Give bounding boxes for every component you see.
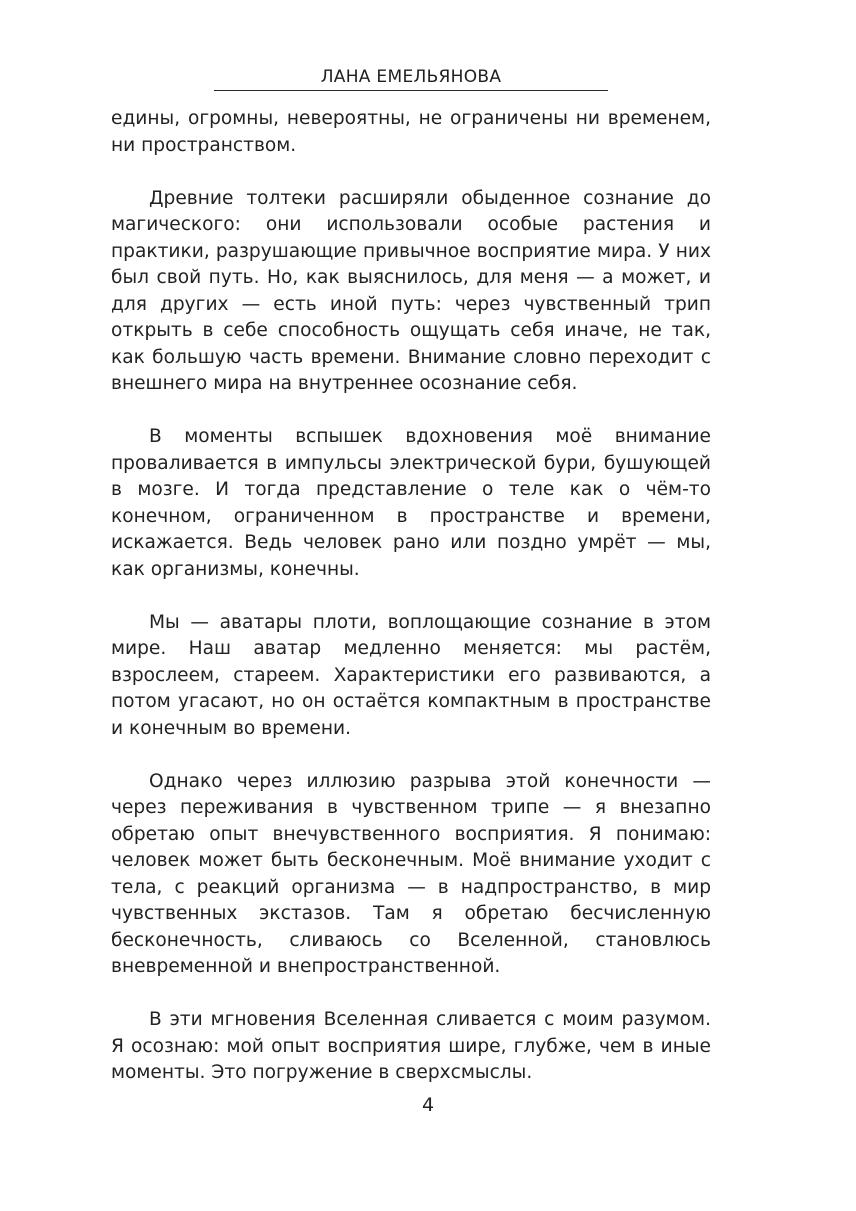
running-header-author: ЛАНА ЕМЕЛЬЯНОВА (320, 67, 502, 87)
body-text (111, 106, 711, 1113)
paragraph: Древние толтеки расширяли обыденное сознание до магического: они использовали особые растения и практики, разрушающие привычное восприятие мира. У них был свой путь. Но, как выяснилось, для меня — а может, и для других — есть иной путь: через чувственный трип открыть в себе способность ощущать себя иначе, не так, как большую часть времени. Внимание словно переходит с внешнего мира на внутреннее осознание себя. (111, 187, 711, 394)
header-rule (214, 90, 608, 91)
paragraph: В моменты вспышек вдохновения моё внимание проваливается в импульсы электрической бури, бушующей в мозге. И тогда представление о теле как о чём-то конечном, ограниченном в пространстве и времени, искажается. Ведь человек рано или поздно умрёт — мы, как организмы, конечны. (111, 426, 711, 580)
paragraph: В эти мгновения Вселенная сливается с моим разумом. Я осознаю: мой опыт восприятия шире, глубже, чем в иные моменты. Это погружение в сверхсмыслы. (111, 1009, 711, 1083)
page-number: 4 (421, 1094, 435, 1116)
paragraph: Мы — аватары плоти, воплощающие сознание в этом мире. Наш аватар медленно меняется: мы растём, взрослеем, стареем. Характеристики его развиваются, а потом угасают, но он остаётся компактным в пространстве и конечным во времени. (111, 611, 711, 739)
paragraph: Однако через иллюзию разрыва этой конечности — через переживания в чувственном трипе — я внезапно обретаю опыт внечувственного восприятия. Я понимаю: человек может быть бесконечным. Моё внимание уходит с тела, с реакций организма — в надпространство, в мир чувственных экстазов. Там я обретаю бесчисленную бесконечность, сливаюсь со Вселенной, становлюсь вневременной и внепространственной. (111, 770, 711, 977)
paragraph-continuation: едины, огромны, невероятны, не ограничены ни временем, ни пространством. (111, 108, 711, 156)
